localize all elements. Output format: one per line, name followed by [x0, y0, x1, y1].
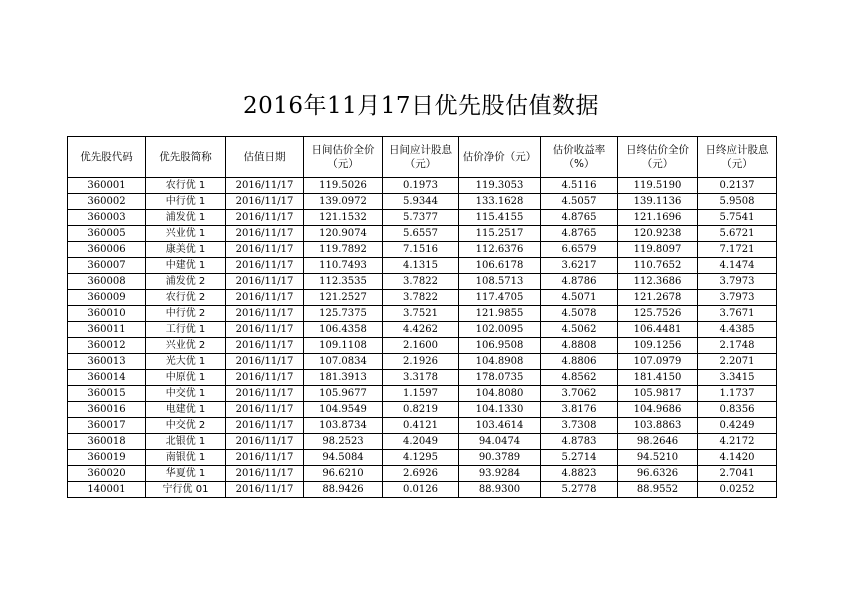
cell-eod-accrued-dividend: 4.1474 [698, 258, 777, 274]
table-row [68, 178, 777, 194]
cell-eod-accrued-dividend: 4.4385 [698, 322, 777, 338]
cell-intraday-accrued-dividend: 7.1516 [383, 242, 459, 258]
cell-valuation-date: 2016/11/17 [226, 466, 304, 482]
cell-stock-code: 360019 [68, 450, 146, 466]
cell-intraday-accrued-dividend: 3.7521 [383, 306, 459, 322]
cell-intraday-accrued-dividend: 4.2049 [383, 434, 459, 450]
cell-valuation-date: 2016/11/17 [226, 370, 304, 386]
cell-stock-name: 农行优 2 [146, 290, 226, 306]
cell-intraday-accrued-dividend: 3.7822 [383, 290, 459, 306]
cell-eod-accrued-dividend: 5.9508 [698, 194, 777, 210]
cell-stock-name: 北银优 1 [146, 434, 226, 450]
cell-eod-accrued-dividend: 7.1721 [698, 242, 777, 258]
column-header-label: 优先股简称 [159, 151, 212, 163]
cell-intraday-full-price: 96.6210 [304, 466, 383, 482]
cell-net-price: 106.6178 [459, 258, 541, 274]
cell-intraday-accrued-dividend: 0.0126 [383, 482, 459, 498]
cell-intraday-full-price: 119.7892 [304, 242, 383, 258]
cell-yield: 3.7308 [541, 418, 618, 434]
cell-valuation-date: 2016/11/17 [226, 354, 304, 370]
cell-valuation-date: 2016/11/17 [226, 226, 304, 242]
table-row [68, 194, 777, 210]
cell-yield: 4.8823 [541, 466, 618, 482]
cell-yield: 4.5116 [541, 178, 618, 194]
cell-eod-full-price: 121.1696 [618, 210, 698, 226]
table-row [68, 434, 777, 450]
cell-intraday-full-price: 105.9677 [304, 386, 383, 402]
cell-eod-full-price: 112.3686 [618, 274, 698, 290]
cell-valuation-date: 2016/11/17 [226, 258, 304, 274]
cell-stock-code: 360007 [68, 258, 146, 274]
cell-eod-full-price: 103.8863 [618, 418, 698, 434]
table-header-row [68, 137, 777, 178]
cell-valuation-date: 2016/11/17 [226, 338, 304, 354]
column-header-label: 日间估价全价 [311, 144, 375, 156]
cell-stock-code: 360014 [68, 370, 146, 386]
cell-intraday-full-price: 181.3913 [304, 370, 383, 386]
cell-yield: 5.2778 [541, 482, 618, 498]
cell-stock-name: 华夏优 1 [146, 466, 226, 482]
cell-eod-accrued-dividend: 1.1737 [698, 386, 777, 402]
cell-intraday-accrued-dividend: 5.7377 [383, 210, 459, 226]
cell-stock-code: 360003 [68, 210, 146, 226]
cell-yield: 4.5062 [541, 322, 618, 338]
cell-stock-code: 360011 [68, 322, 146, 338]
cell-eod-accrued-dividend: 2.1748 [698, 338, 777, 354]
cell-stock-code: 360010 [68, 306, 146, 322]
cell-intraday-accrued-dividend: 4.1315 [383, 258, 459, 274]
cell-intraday-full-price: 94.5084 [304, 450, 383, 466]
table-row [68, 450, 777, 466]
cell-intraday-accrued-dividend: 4.4262 [383, 322, 459, 338]
cell-intraday-accrued-dividend: 5.6557 [383, 226, 459, 242]
column-header-eod-accrued-dividend [698, 137, 777, 178]
cell-valuation-date: 2016/11/17 [226, 402, 304, 418]
cell-stock-name: 宁行优 01 [146, 482, 226, 498]
cell-eod-full-price: 121.2678 [618, 290, 698, 306]
cell-intraday-full-price: 88.9426 [304, 482, 383, 498]
cell-net-price: 115.2517 [459, 226, 541, 242]
cell-valuation-date: 2016/11/17 [226, 194, 304, 210]
column-header-stock-name [146, 137, 226, 178]
cell-yield: 3.7062 [541, 386, 618, 402]
cell-stock-code: 360008 [68, 274, 146, 290]
cell-eod-accrued-dividend: 0.2137 [698, 178, 777, 194]
cell-yield: 6.6579 [541, 242, 618, 258]
cell-stock-code: 360012 [68, 338, 146, 354]
cell-intraday-full-price: 112.3535 [304, 274, 383, 290]
cell-intraday-full-price: 125.7375 [304, 306, 383, 322]
table-row [68, 370, 777, 386]
cell-intraday-full-price: 121.2527 [304, 290, 383, 306]
cell-eod-full-price: 106.4481 [618, 322, 698, 338]
cell-yield: 4.8765 [541, 210, 618, 226]
table-row [68, 338, 777, 354]
cell-net-price: 115.4155 [459, 210, 541, 226]
cell-stock-name: 浦发优 2 [146, 274, 226, 290]
cell-valuation-date: 2016/11/17 [226, 178, 304, 194]
column-header-net-price [459, 137, 541, 178]
cell-net-price: 133.1628 [459, 194, 541, 210]
page-title: 2016年11月17日优先股估值数据 [242, 93, 600, 119]
cell-stock-name: 中行优 2 [146, 306, 226, 322]
cell-valuation-date: 2016/11/17 [226, 210, 304, 226]
cell-net-price: 90.3789 [459, 450, 541, 466]
cell-valuation-date: 2016/11/17 [226, 242, 304, 258]
cell-stock-name: 中交优 2 [146, 418, 226, 434]
cell-net-price: 94.0474 [459, 434, 541, 450]
cell-intraday-full-price: 110.7493 [304, 258, 383, 274]
cell-intraday-full-price: 106.4358 [304, 322, 383, 338]
column-header-intraday-accrued-dividend [383, 137, 459, 178]
cell-net-price: 93.9284 [459, 466, 541, 482]
cell-stock-code: 360006 [68, 242, 146, 258]
cell-net-price: 108.5713 [459, 274, 541, 290]
cell-stock-name: 南银优 1 [146, 450, 226, 466]
cell-valuation-date: 2016/11/17 [226, 322, 304, 338]
cell-yield: 4.8765 [541, 226, 618, 242]
cell-stock-code: 360020 [68, 466, 146, 482]
cell-stock-code: 360005 [68, 226, 146, 242]
cell-intraday-full-price: 121.1532 [304, 210, 383, 226]
column-header-label: 日间应计股息 [389, 144, 452, 156]
cell-stock-code: 360015 [68, 386, 146, 402]
table-row [68, 226, 777, 242]
cell-yield: 4.5071 [541, 290, 618, 306]
cell-yield: 4.8808 [541, 338, 618, 354]
cell-intraday-accrued-dividend: 4.1295 [383, 450, 459, 466]
cell-stock-name: 中建优 1 [146, 258, 226, 274]
table-row [68, 354, 777, 370]
cell-eod-full-price: 139.1136 [618, 194, 698, 210]
cell-stock-name: 浦发优 1 [146, 210, 226, 226]
cell-eod-accrued-dividend: 4.1420 [698, 450, 777, 466]
preferred-stock-valuation-table [67, 136, 777, 498]
cell-stock-name: 康美优 1 [146, 242, 226, 258]
cell-stock-name: 中行优 1 [146, 194, 226, 210]
table-row [68, 290, 777, 306]
cell-eod-full-price: 119.5190 [618, 178, 698, 194]
cell-intraday-full-price: 119.5026 [304, 178, 383, 194]
cell-yield: 4.8783 [541, 434, 618, 450]
table-row [68, 242, 777, 258]
cell-stock-name: 电建优 1 [146, 402, 226, 418]
cell-eod-accrued-dividend: 2.7041 [698, 466, 777, 482]
cell-net-price: 103.4614 [459, 418, 541, 434]
table-row [68, 210, 777, 226]
cell-net-price: 104.8080 [459, 386, 541, 402]
cell-intraday-full-price: 120.9074 [304, 226, 383, 242]
cell-eod-accrued-dividend: 5.7541 [698, 210, 777, 226]
column-header-stock-code [68, 137, 146, 178]
cell-stock-name: 中交优 1 [146, 386, 226, 402]
cell-intraday-accrued-dividend: 0.1973 [383, 178, 459, 194]
cell-intraday-accrued-dividend: 0.8219 [383, 402, 459, 418]
cell-eod-accrued-dividend: 4.2172 [698, 434, 777, 450]
column-header-unit: （元） [641, 158, 674, 170]
cell-stock-code: 360009 [68, 290, 146, 306]
cell-eod-full-price: 96.6326 [618, 466, 698, 482]
cell-intraday-accrued-dividend: 1.1597 [383, 386, 459, 402]
cell-net-price: 104.1330 [459, 402, 541, 418]
cell-valuation-date: 2016/11/17 [226, 418, 304, 434]
cell-yield: 3.6217 [541, 258, 618, 274]
cell-intraday-accrued-dividend: 2.1926 [383, 354, 459, 370]
cell-eod-full-price: 98.2646 [618, 434, 698, 450]
cell-stock-name: 光大优 1 [146, 354, 226, 370]
cell-stock-name: 兴业优 2 [146, 338, 226, 354]
cell-yield: 3.8176 [541, 402, 618, 418]
cell-eod-full-price: 120.9238 [618, 226, 698, 242]
table-row [68, 402, 777, 418]
cell-intraday-full-price: 139.0972 [304, 194, 383, 210]
cell-eod-accrued-dividend: 0.4249 [698, 418, 777, 434]
cell-net-price: 104.8908 [459, 354, 541, 370]
cell-eod-accrued-dividend: 5.6721 [698, 226, 777, 242]
cell-yield: 4.5078 [541, 306, 618, 322]
cell-net-price: 102.0095 [459, 322, 541, 338]
cell-stock-code: 360016 [68, 402, 146, 418]
cell-stock-name: 兴业优 1 [146, 226, 226, 242]
column-header-intraday-full-price [304, 137, 383, 178]
table-body [68, 178, 777, 498]
cell-intraday-accrued-dividend: 3.3178 [383, 370, 459, 386]
cell-net-price: 117.4705 [459, 290, 541, 306]
column-header-label: 日终估价全价 [626, 144, 689, 156]
column-header-label: 优先股代码 [80, 151, 133, 163]
table-row [68, 306, 777, 322]
cell-eod-accrued-dividend: 3.3415 [698, 370, 777, 386]
table-row [68, 482, 777, 498]
cell-eod-full-price: 181.4150 [618, 370, 698, 386]
cell-yield: 5.2714 [541, 450, 618, 466]
cell-intraday-accrued-dividend: 2.6926 [383, 466, 459, 482]
cell-eod-full-price: 94.5210 [618, 450, 698, 466]
cell-eod-full-price: 105.9817 [618, 386, 698, 402]
column-header-label: 估值日期 [243, 151, 286, 163]
cell-intraday-accrued-dividend: 5.9344 [383, 194, 459, 210]
cell-intraday-accrued-dividend: 0.4121 [383, 418, 459, 434]
cell-valuation-date: 2016/11/17 [226, 290, 304, 306]
cell-net-price: 178.0735 [459, 370, 541, 386]
cell-intraday-full-price: 103.8734 [304, 418, 383, 434]
cell-net-price: 112.6376 [459, 242, 541, 258]
cell-stock-name: 工行优 1 [146, 322, 226, 338]
cell-eod-accrued-dividend: 3.7973 [698, 290, 777, 306]
cell-stock-code: 360002 [68, 194, 146, 210]
column-header-unit: （元） [327, 158, 359, 170]
table-row [68, 418, 777, 434]
cell-yield: 4.8806 [541, 354, 618, 370]
column-header-unit: （%） [563, 158, 595, 170]
column-header-label: 估价收益率 [552, 144, 606, 156]
cell-net-price: 121.9855 [459, 306, 541, 322]
cell-stock-code: 360017 [68, 418, 146, 434]
cell-eod-accrued-dividend: 3.7973 [698, 274, 777, 290]
cell-stock-name: 中原优 1 [146, 370, 226, 386]
cell-stock-code: 360013 [68, 354, 146, 370]
cell-eod-accrued-dividend: 0.8356 [698, 402, 777, 418]
cell-intraday-full-price: 109.1108 [304, 338, 383, 354]
column-header-unit: （元） [404, 158, 437, 170]
cell-valuation-date: 2016/11/17 [226, 274, 304, 290]
cell-yield: 4.8786 [541, 274, 618, 290]
cell-valuation-date: 2016/11/17 [226, 386, 304, 402]
column-header-label: 估价净价（元） [462, 151, 537, 163]
cell-stock-code: 360001 [68, 178, 146, 194]
cell-valuation-date: 2016/11/17 [226, 482, 304, 498]
cell-yield: 4.5057 [541, 194, 618, 210]
cell-eod-accrued-dividend: 3.7671 [698, 306, 777, 322]
table-row [68, 258, 777, 274]
column-header-yield [541, 137, 618, 178]
cell-valuation-date: 2016/11/17 [226, 306, 304, 322]
cell-intraday-full-price: 107.0834 [304, 354, 383, 370]
cell-eod-full-price: 104.9686 [618, 402, 698, 418]
cell-yield: 4.8562 [541, 370, 618, 386]
cell-eod-full-price: 119.8097 [618, 242, 698, 258]
cell-valuation-date: 2016/11/17 [226, 450, 304, 466]
cell-intraday-accrued-dividend: 3.7822 [383, 274, 459, 290]
cell-stock-code: 360018 [68, 434, 146, 450]
column-header-eod-full-price [618, 137, 698, 178]
column-header-label: 日终应计股息 [705, 144, 769, 156]
column-header-valuation-date [226, 137, 304, 178]
cell-intraday-full-price: 98.2523 [304, 434, 383, 450]
column-header-unit: （元） [721, 158, 753, 170]
table-row [68, 322, 777, 338]
table-row [68, 386, 777, 402]
cell-net-price: 119.3053 [459, 178, 541, 194]
cell-eod-full-price: 110.7652 [618, 258, 698, 274]
cell-stock-name: 农行优 1 [146, 178, 226, 194]
cell-eod-full-price: 107.0979 [618, 354, 698, 370]
cell-net-price: 106.9508 [459, 338, 541, 354]
table-row [68, 274, 777, 290]
cell-stock-code: 140001 [68, 482, 146, 498]
cell-intraday-accrued-dividend: 2.1600 [383, 338, 459, 354]
cell-net-price: 88.9300 [459, 482, 541, 498]
cell-eod-accrued-dividend: 2.2071 [698, 354, 777, 370]
cell-eod-full-price: 125.7526 [618, 306, 698, 322]
cell-valuation-date: 2016/11/17 [226, 434, 304, 450]
table-row [68, 466, 777, 482]
cell-intraday-full-price: 104.9549 [304, 402, 383, 418]
cell-eod-accrued-dividend: 0.0252 [698, 482, 777, 498]
cell-eod-full-price: 88.9552 [618, 482, 698, 498]
cell-eod-full-price: 109.1256 [618, 338, 698, 354]
